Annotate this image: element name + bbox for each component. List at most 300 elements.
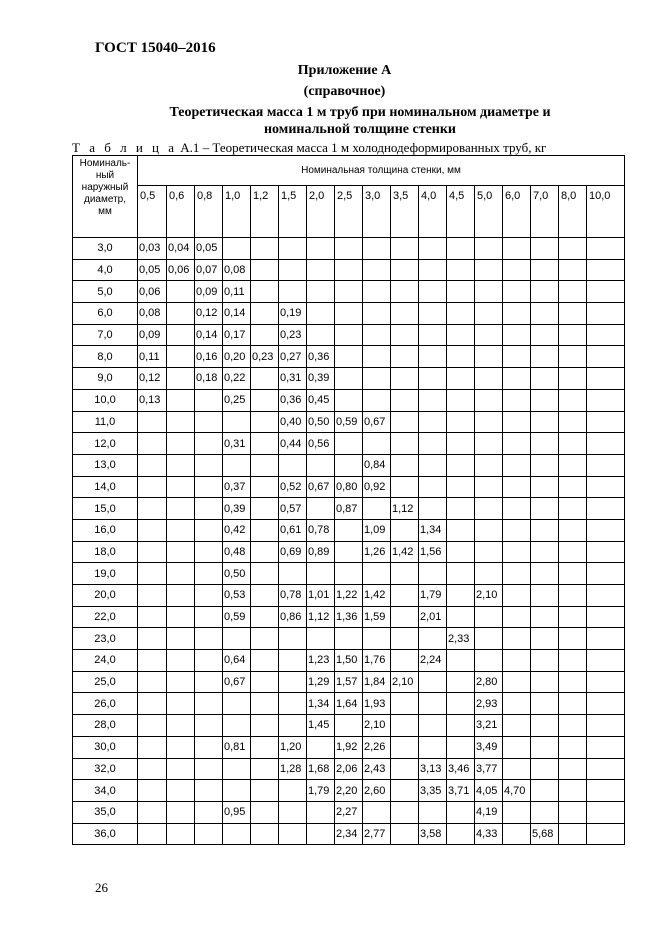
mass-cell: 1,22 <box>335 585 363 607</box>
mass-cell <box>335 628 363 650</box>
diameter-cell: 30,0 <box>73 736 138 758</box>
mass-cell <box>307 736 335 758</box>
mass-cell <box>335 541 363 563</box>
appendix-title: Приложение А <box>297 63 392 78</box>
mass-cell <box>391 628 419 650</box>
mass-cell <box>391 758 419 780</box>
mass-cell <box>419 801 447 823</box>
mass-cell <box>559 736 587 758</box>
mass-cell <box>167 758 195 780</box>
mass-cell <box>419 389 447 411</box>
mass-cell: 1,68 <box>307 758 335 780</box>
mass-cell <box>531 693 559 715</box>
mass-cell: 1,57 <box>335 671 363 693</box>
mass-cell <box>559 324 587 346</box>
diameter-cell: 9,0 <box>73 368 138 390</box>
mass-cell <box>531 454 559 476</box>
mass-cell: 0,31 <box>223 433 251 455</box>
mass-cell <box>503 736 531 758</box>
mass-cell: 0,67 <box>307 476 335 498</box>
mass-cell <box>419 433 447 455</box>
mass-cell <box>475 628 503 650</box>
mass-cell <box>531 650 559 672</box>
mass-cell <box>559 541 587 563</box>
mass-cell <box>559 346 587 368</box>
mass-cell <box>531 281 559 303</box>
mass-cell <box>447 389 475 411</box>
mass-cell: 0,22 <box>223 368 251 390</box>
mass-cell <box>167 541 195 563</box>
mass-cell <box>587 368 625 390</box>
mass-cell <box>251 411 279 433</box>
mass-cell <box>335 238 363 260</box>
mass-cell <box>559 585 587 607</box>
mass-cell <box>391 606 419 628</box>
mass-cell <box>391 519 419 541</box>
table-row <box>73 519 625 541</box>
mass-cell: 2,06 <box>335 758 363 780</box>
mass-cell: 0,36 <box>307 346 335 368</box>
mass-cell: 0,06 <box>138 281 167 303</box>
mass-cell <box>391 693 419 715</box>
mass-cell <box>531 259 559 281</box>
mass-cell <box>251 476 279 498</box>
mass-cell: 0,67 <box>223 671 251 693</box>
mass-cell: 1,23 <box>307 650 335 672</box>
mass-cell <box>503 346 531 368</box>
mass-cell <box>363 324 391 346</box>
mass-cell <box>195 823 223 845</box>
mass-cell <box>475 606 503 628</box>
mass-cell <box>503 541 531 563</box>
mass-cell <box>251 780 279 802</box>
mass-cell <box>587 303 625 325</box>
mass-cell: 0,31 <box>279 368 307 390</box>
mass-cell <box>223 411 251 433</box>
table-caption-prefix: Т а б л и ц а <box>72 140 177 155</box>
mass-cell <box>195 671 223 693</box>
mass-cell <box>587 563 625 585</box>
mass-cell <box>531 780 559 802</box>
mass-cell <box>391 801 419 823</box>
mass-cell <box>335 715 363 737</box>
mass-cell <box>251 563 279 585</box>
mass-cell <box>447 281 475 303</box>
mass-cell <box>223 454 251 476</box>
mass-cell <box>167 606 195 628</box>
table-row <box>73 563 625 585</box>
mass-cell <box>307 498 335 520</box>
mass-cell <box>138 585 167 607</box>
mass-cell <box>447 606 475 628</box>
mass-cell: 1,79 <box>419 585 447 607</box>
mass-cell <box>335 346 363 368</box>
mass-cell <box>419 628 447 650</box>
mass-cell <box>531 563 559 585</box>
mass-cell <box>167 368 195 390</box>
mass-cell <box>307 303 335 325</box>
mass-cell <box>531 628 559 650</box>
mass-cell <box>587 498 625 520</box>
mass-cell <box>447 519 475 541</box>
mass-cell <box>447 238 475 260</box>
mass-cell <box>363 389 391 411</box>
mass-cell <box>587 541 625 563</box>
mass-cell <box>307 238 335 260</box>
mass-cell <box>587 671 625 693</box>
mass-cell <box>531 238 559 260</box>
mass-cell <box>391 585 419 607</box>
mass-cell <box>531 476 559 498</box>
mass-cell <box>391 389 419 411</box>
mass-cell <box>447 476 475 498</box>
mass-cell: 1,26 <box>363 541 391 563</box>
mass-cell <box>559 411 587 433</box>
mass-cell <box>307 454 335 476</box>
mass-cell <box>587 823 625 845</box>
mass-cell <box>167 433 195 455</box>
mass-cell <box>447 368 475 390</box>
diameter-cell: 15,0 <box>73 498 138 520</box>
mass-cell: 0,12 <box>195 303 223 325</box>
mass-cell: 0,12 <box>138 368 167 390</box>
mass-cell <box>559 303 587 325</box>
mass-cell <box>447 541 475 563</box>
mass-cell: 3,35 <box>419 780 447 802</box>
mass-cell <box>475 476 503 498</box>
mass-cell: 1,92 <box>335 736 363 758</box>
mass-cell <box>475 281 503 303</box>
table-caption-text: А.1 – Теоретическая масса 1 м холоднодеформированных труб, кг <box>177 140 547 155</box>
mass-cell <box>195 433 223 455</box>
mass-cell <box>167 628 195 650</box>
thickness-header-cell: 6,0 <box>503 186 531 238</box>
mass-cell: 4,33 <box>475 823 503 845</box>
mass-cell <box>251 585 279 607</box>
mass-cell <box>587 346 625 368</box>
mass-cell <box>251 454 279 476</box>
mass-cell <box>251 736 279 758</box>
mass-cell <box>559 454 587 476</box>
mass-cell <box>559 650 587 672</box>
mass-cell <box>419 411 447 433</box>
mass-cell <box>279 780 307 802</box>
mass-table <box>72 155 625 845</box>
mass-cell: 0,11 <box>138 346 167 368</box>
mass-cell <box>587 780 625 802</box>
mass-cell <box>251 606 279 628</box>
table-row <box>73 736 625 758</box>
diameter-cell: 34,0 <box>73 780 138 802</box>
mass-cell <box>307 628 335 650</box>
mass-cell <box>138 693 167 715</box>
mass-cell <box>419 671 447 693</box>
table-row <box>73 303 625 325</box>
mass-cell <box>503 498 531 520</box>
mass-cell: 2,34 <box>335 823 363 845</box>
mass-cell <box>559 519 587 541</box>
mass-cell <box>363 368 391 390</box>
mass-cell <box>391 650 419 672</box>
mass-cell <box>587 585 625 607</box>
mass-cell <box>587 736 625 758</box>
diameter-cell: 14,0 <box>73 476 138 498</box>
appendix-note: (справочное) <box>303 84 386 99</box>
mass-cell <box>475 389 503 411</box>
mass-cell <box>587 628 625 650</box>
table-row <box>73 281 625 303</box>
table-row <box>73 238 625 260</box>
mass-cell <box>167 346 195 368</box>
mass-cell <box>335 563 363 585</box>
mass-cell <box>279 259 307 281</box>
mass-cell <box>167 281 195 303</box>
table-row <box>73 671 625 693</box>
diameter-cell: 32,0 <box>73 758 138 780</box>
diameter-cell: 35,0 <box>73 801 138 823</box>
mass-cell <box>279 650 307 672</box>
standard-header: ГОСТ 15040–2016 <box>95 40 216 56</box>
table-row <box>73 476 625 498</box>
mass-cell <box>419 324 447 346</box>
mass-cell <box>587 324 625 346</box>
mass-cell: 0,39 <box>307 368 335 390</box>
mass-cell <box>251 433 279 455</box>
mass-cell <box>391 368 419 390</box>
thickness-header-cell: 0,8 <box>195 186 223 238</box>
mass-cell: 0,61 <box>279 519 307 541</box>
mass-cell <box>335 389 363 411</box>
mass-cell <box>419 693 447 715</box>
table-row <box>73 606 625 628</box>
mass-cell <box>531 368 559 390</box>
mass-cell <box>503 368 531 390</box>
mass-cell: 0,09 <box>138 324 167 346</box>
mass-cell: 0,59 <box>335 411 363 433</box>
mass-cell <box>531 801 559 823</box>
mass-cell: 0,59 <box>223 606 251 628</box>
mass-cell: 0,78 <box>279 585 307 607</box>
mass-cell: 0,08 <box>138 303 167 325</box>
mass-cell: 0,19 <box>279 303 307 325</box>
mass-cell <box>138 411 167 433</box>
mass-cell <box>531 346 559 368</box>
mass-cell: 2,24 <box>419 650 447 672</box>
mass-cell <box>279 628 307 650</box>
mass-cell <box>251 801 279 823</box>
diameter-cell: 19,0 <box>73 563 138 585</box>
mass-cell <box>559 238 587 260</box>
mass-cell <box>223 823 251 845</box>
mass-cell: 1,59 <box>363 606 391 628</box>
mass-cell <box>195 498 223 520</box>
mass-cell: 0,50 <box>223 563 251 585</box>
section-title <box>40 104 661 138</box>
mass-cell <box>223 715 251 737</box>
mass-cell: 0,27 <box>279 346 307 368</box>
diameter-cell: 10,0 <box>73 389 138 411</box>
diameter-cell: 25,0 <box>73 671 138 693</box>
mass-cell <box>138 671 167 693</box>
mass-cell: 0,25 <box>223 389 251 411</box>
mass-cell <box>138 498 167 520</box>
mass-cell: 0,87 <box>335 498 363 520</box>
mass-cell <box>391 736 419 758</box>
mass-cell: 2,93 <box>475 693 503 715</box>
mass-cell: 3,58 <box>419 823 447 845</box>
mass-cell: 0,07 <box>195 259 223 281</box>
mass-cell: 3,13 <box>419 758 447 780</box>
mass-cell <box>587 519 625 541</box>
mass-cell <box>503 433 531 455</box>
mass-cell <box>587 389 625 411</box>
mass-cell <box>167 519 195 541</box>
mass-cell <box>223 628 251 650</box>
mass-cell <box>391 454 419 476</box>
mass-cell <box>559 693 587 715</box>
mass-cell <box>587 758 625 780</box>
mass-cell: 1,64 <box>335 693 363 715</box>
mass-cell: 5,68 <box>531 823 559 845</box>
mass-cell <box>587 650 625 672</box>
mass-cell <box>138 433 167 455</box>
mass-cell: 2,80 <box>475 671 503 693</box>
mass-cell: 2,77 <box>363 823 391 845</box>
mass-cell <box>475 498 503 520</box>
table-row <box>73 541 625 563</box>
mass-cell <box>167 736 195 758</box>
mass-cell <box>138 606 167 628</box>
mass-cell: 1,29 <box>307 671 335 693</box>
mass-cell <box>335 454 363 476</box>
mass-cell <box>195 801 223 823</box>
mass-cell: 0,64 <box>223 650 251 672</box>
table-row <box>73 715 625 737</box>
thickness-header-cell: 0,6 <box>167 186 195 238</box>
mass-cell <box>391 476 419 498</box>
mass-cell <box>167 498 195 520</box>
diameter-cell: 22,0 <box>73 606 138 628</box>
mass-cell <box>167 454 195 476</box>
mass-cell <box>279 238 307 260</box>
mass-cell: 1,42 <box>391 541 419 563</box>
mass-cell: 0,37 <box>223 476 251 498</box>
mass-cell <box>138 476 167 498</box>
thickness-header-cell: 1,0 <box>223 186 251 238</box>
mass-cell <box>419 736 447 758</box>
mass-cell <box>587 411 625 433</box>
mass-cell <box>167 801 195 823</box>
diameter-cell: 16,0 <box>73 519 138 541</box>
mass-cell: 2,26 <box>363 736 391 758</box>
page-number: 26 <box>95 880 108 895</box>
mass-cell <box>503 585 531 607</box>
mass-cell <box>279 693 307 715</box>
diameter-cell: 5,0 <box>73 281 138 303</box>
thickness-header-cell: 0,5 <box>138 186 167 238</box>
mass-cell <box>138 628 167 650</box>
mass-cell <box>447 303 475 325</box>
mass-cell <box>503 650 531 672</box>
mass-cell <box>167 324 195 346</box>
diameter-cell: 8,0 <box>73 346 138 368</box>
mass-cell <box>475 650 503 672</box>
mass-cell <box>138 715 167 737</box>
mass-cell <box>363 346 391 368</box>
mass-cell <box>251 259 279 281</box>
mass-cell <box>195 454 223 476</box>
mass-cell <box>138 519 167 541</box>
mass-cell: 0,95 <box>223 801 251 823</box>
mass-cell <box>391 238 419 260</box>
mass-cell <box>503 563 531 585</box>
mass-cell <box>335 433 363 455</box>
mass-cell: 0,05 <box>195 238 223 260</box>
mass-cell <box>279 715 307 737</box>
mass-cell <box>167 585 195 607</box>
mass-cell: 1,12 <box>307 606 335 628</box>
mass-cell <box>587 281 625 303</box>
mass-cell <box>335 281 363 303</box>
mass-cell <box>195 563 223 585</box>
mass-cell: 3,46 <box>447 758 475 780</box>
mass-cell <box>138 780 167 802</box>
mass-cell <box>475 238 503 260</box>
thickness-header-cell: 2,5 <box>335 186 363 238</box>
mass-cell <box>447 346 475 368</box>
mass-cell <box>251 758 279 780</box>
mass-cell <box>195 693 223 715</box>
mass-cell <box>195 389 223 411</box>
mass-cell <box>475 411 503 433</box>
thickness-header-cell: 2,0 <box>307 186 335 238</box>
table-row <box>73 801 625 823</box>
mass-cell: 0,44 <box>279 433 307 455</box>
mass-cell <box>279 671 307 693</box>
mass-cell <box>503 823 531 845</box>
mass-cell: 1,42 <box>363 585 391 607</box>
diameter-column-header: Номиналь- ный наружный диаметр, мм <box>73 156 138 238</box>
mass-cell: 0,86 <box>279 606 307 628</box>
mass-cell: 0,14 <box>223 303 251 325</box>
mass-cell: 0,23 <box>279 324 307 346</box>
mass-cell <box>391 563 419 585</box>
mass-cell <box>587 454 625 476</box>
mass-cell <box>503 801 531 823</box>
mass-cell <box>195 476 223 498</box>
mass-cell <box>391 433 419 455</box>
thickness-header-cell: 3,0 <box>363 186 391 238</box>
mass-cell <box>447 411 475 433</box>
mass-cell: 0,08 <box>223 259 251 281</box>
mass-cell <box>391 715 419 737</box>
mass-cell <box>335 259 363 281</box>
mass-cell <box>363 563 391 585</box>
mass-cell <box>503 411 531 433</box>
mass-cell <box>447 259 475 281</box>
diameter-cell: 12,0 <box>73 433 138 455</box>
mass-cell <box>167 411 195 433</box>
diameter-cell: 24,0 <box>73 650 138 672</box>
diameter-cell: 3,0 <box>73 238 138 260</box>
thickness-header-cell: 4,5 <box>447 186 475 238</box>
mass-cell <box>531 303 559 325</box>
mass-cell <box>195 585 223 607</box>
mass-cell: 0,11 <box>223 281 251 303</box>
mass-cell <box>503 281 531 303</box>
mass-cell <box>251 238 279 260</box>
mass-cell: 1,34 <box>419 519 447 541</box>
